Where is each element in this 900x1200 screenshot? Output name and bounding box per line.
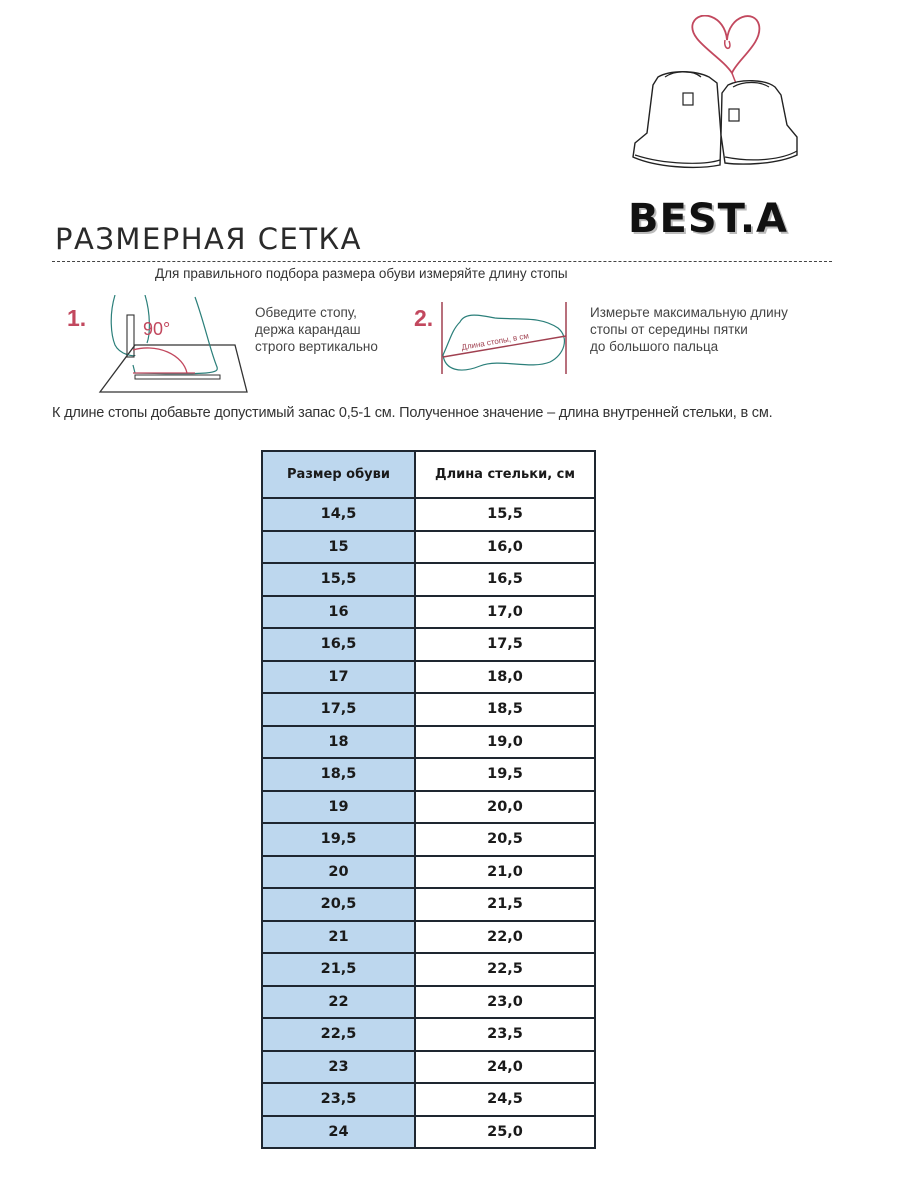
table-header-row <box>262 451 595 498</box>
insole-length-cell: 25,0 <box>415 1116 595 1149</box>
insole-length-cell: 18,5 <box>415 693 595 726</box>
table-row <box>262 856 595 889</box>
table-row <box>262 1051 595 1084</box>
step-1-number: 1. <box>67 305 87 331</box>
table-row <box>262 1116 595 1149</box>
shoe-size-cell: 24 <box>262 1116 415 1149</box>
step-2-text <box>590 304 788 355</box>
step-2-number: 2. <box>414 305 434 331</box>
table-row <box>262 953 595 986</box>
insole-length-cell: 24,5 <box>415 1083 595 1116</box>
shoe-size-cell: 23,5 <box>262 1083 415 1116</box>
foot-tracing-icon <box>95 295 255 397</box>
table-row <box>262 498 595 531</box>
shoe-size-cell: 21,5 <box>262 953 415 986</box>
shoe-size-cell: 19,5 <box>262 823 415 856</box>
shoe-size-cell: 20 <box>262 856 415 889</box>
intro-text: Для правильного подбора размера обуви измеряйте длину стопы <box>155 266 568 281</box>
insole-length-cell: 23,0 <box>415 986 595 1019</box>
page-title: РАЗМЕРНАЯ СЕТКА <box>55 222 362 256</box>
table-row <box>262 888 595 921</box>
step-1-line: держа карандаш <box>255 322 361 337</box>
step-2-line: до большого пальца <box>590 339 719 354</box>
sneakers-heart-icon <box>625 15 825 185</box>
header-insole-length: Длина стельки, см <box>415 451 595 498</box>
insole-length-cell: 17,0 <box>415 596 595 629</box>
table-row <box>262 661 595 694</box>
step-2-line: Измерьте максимальную длину <box>590 305 788 320</box>
table-row <box>262 986 595 1019</box>
table-row <box>262 758 595 791</box>
shoe-size-cell: 14,5 <box>262 498 415 531</box>
insole-length-cell: 21,0 <box>415 856 595 889</box>
insole-length-cell: 22,0 <box>415 921 595 954</box>
brand-logo-text: BEST.A <box>628 196 788 242</box>
table-body <box>262 498 595 1148</box>
insole-length-cell: 18,0 <box>415 661 595 694</box>
shoe-size-cell: 19 <box>262 791 415 824</box>
header-shoe-size: Размер обуви <box>262 451 415 498</box>
insole-length-cell: 20,0 <box>415 791 595 824</box>
shoe-size-cell: 15 <box>262 531 415 564</box>
shoe-size-cell: 17,5 <box>262 693 415 726</box>
table-row <box>262 531 595 564</box>
table-row <box>262 791 595 824</box>
shoe-size-cell: 22 <box>262 986 415 1019</box>
shoe-size-cell: 15,5 <box>262 563 415 596</box>
sizing-note: К длине стопы добавьте допустимый запас 0,5-1 см. Полученное значение – длина внутренней стельки, в см. <box>52 405 773 421</box>
table-row <box>262 693 595 726</box>
measure-label: Длина стопы, в см <box>460 331 530 352</box>
insole-length-cell: 15,5 <box>415 498 595 531</box>
table-row <box>262 823 595 856</box>
shoe-size-cell: 22,5 <box>262 1018 415 1051</box>
insole-length-cell: 19,0 <box>415 726 595 759</box>
step-1-line: Обведите стопу, <box>255 305 357 320</box>
table-row <box>262 1083 595 1116</box>
dashed-divider <box>52 261 832 262</box>
size-table <box>261 450 596 1149</box>
shoe-size-cell: 17 <box>262 661 415 694</box>
table-row <box>262 563 595 596</box>
shoe-size-cell: 20,5 <box>262 888 415 921</box>
shoe-size-cell: 16,5 <box>262 628 415 661</box>
insole-length-cell: 16,0 <box>415 531 595 564</box>
shoe-size-cell: 18,5 <box>262 758 415 791</box>
table-row <box>262 596 595 629</box>
table-row <box>262 726 595 759</box>
foot-length-icon <box>440 300 575 380</box>
step-1-line: строго вертикально <box>255 339 378 354</box>
table-row <box>262 1018 595 1051</box>
insole-length-cell: 21,5 <box>415 888 595 921</box>
step-1-text <box>255 304 378 355</box>
shoe-size-cell: 21 <box>262 921 415 954</box>
table-row <box>262 921 595 954</box>
insole-length-cell: 17,5 <box>415 628 595 661</box>
insole-length-cell: 24,0 <box>415 1051 595 1084</box>
shoe-size-cell: 23 <box>262 1051 415 1084</box>
insole-length-cell: 23,5 <box>415 1018 595 1051</box>
insole-length-cell: 22,5 <box>415 953 595 986</box>
shoe-size-cell: 16 <box>262 596 415 629</box>
shoe-size-cell: 18 <box>262 726 415 759</box>
angle-label: 90° <box>143 319 171 339</box>
table-row <box>262 628 595 661</box>
insole-length-cell: 16,5 <box>415 563 595 596</box>
step-2-line: стопы от середины пятки <box>590 322 748 337</box>
insole-length-cell: 19,5 <box>415 758 595 791</box>
insole-length-cell: 20,5 <box>415 823 595 856</box>
